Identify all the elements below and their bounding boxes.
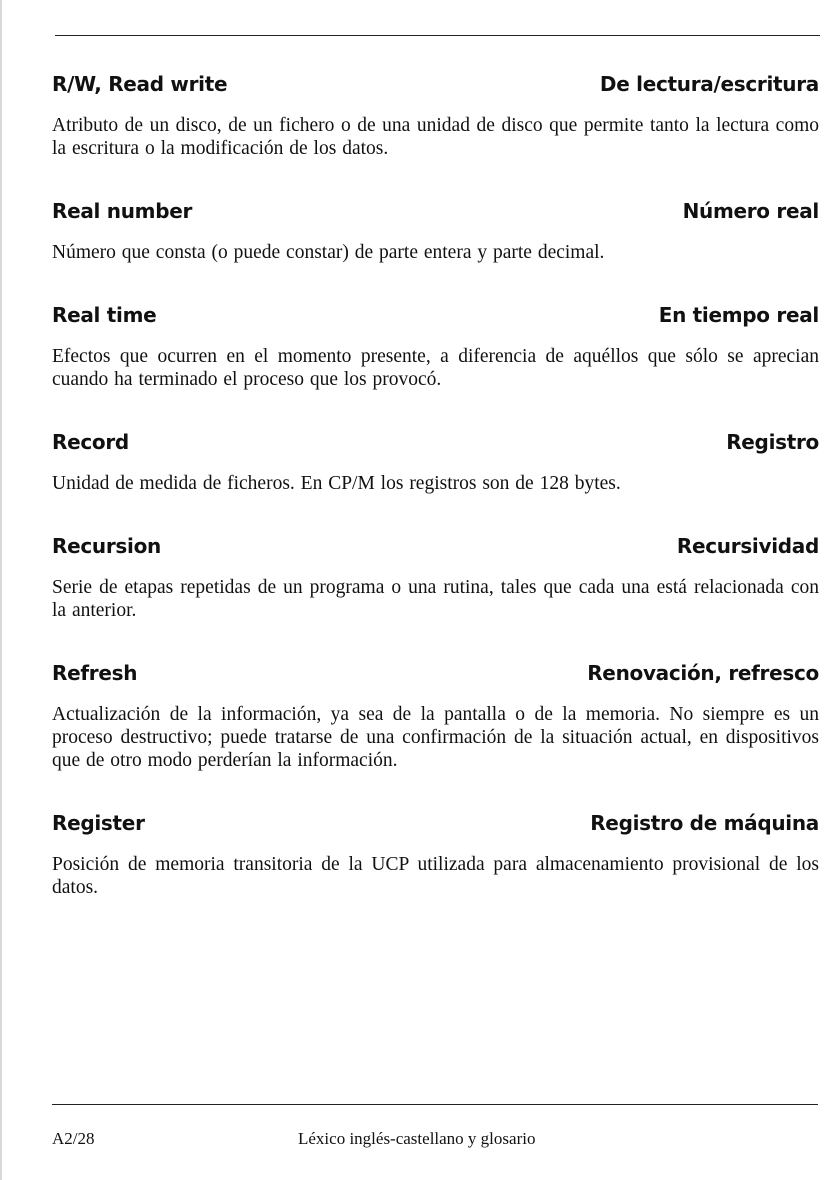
glossary-entry	[52, 659, 819, 772]
term-spanish: Recursividad	[676, 534, 819, 558]
entry-heading	[52, 659, 819, 687]
term-english: Refresh	[52, 661, 138, 685]
term-spanish: Registro de máquina	[590, 811, 819, 835]
entry-heading	[52, 301, 819, 329]
term-definition: Posición de memoria transitoria de la UCP utilizada para almacenamiento provisional de los datos.	[52, 854, 819, 898]
entry-heading	[52, 532, 819, 560]
term-definition: Actualización de la información, ya sea de la pantalla o de la memoria. No siempre es un proceso destructivo; puede tratarse de una confirmación de la situación actual, en dispositivos que de otro modo perderían la información.	[52, 704, 819, 771]
entry-heading	[52, 197, 819, 225]
glossary-entries	[52, 70, 819, 936]
term-english: Record	[52, 430, 129, 454]
page-number: A2/28	[52, 1129, 95, 1148]
bottom-rule	[52, 1104, 818, 1105]
term-spanish: Número real	[682, 199, 819, 223]
term-english: Real time	[52, 303, 157, 327]
term-spanish: En tiempo real	[658, 303, 819, 327]
term-definition: Serie de etapas repetidas de un programa o una rutina, tales que cada una está relacionada con la anterior.	[52, 577, 819, 621]
term-spanish: Registro	[726, 430, 819, 454]
term-definition: Número que consta (o puede constar) de parte entera y parte decimal.	[52, 242, 605, 263]
entry-heading	[52, 428, 819, 456]
glossary-entry	[52, 301, 819, 391]
term-spanish: De lectura/escritura	[599, 72, 819, 96]
glossary-entry	[52, 428, 819, 495]
term-spanish: Renovación, refresco	[587, 661, 819, 685]
term-english: Recursion	[52, 534, 161, 558]
glossary-entry	[52, 809, 819, 899]
glossary-entry	[52, 197, 819, 264]
entry-heading	[52, 809, 819, 837]
term-english: R/W, Read write	[52, 72, 228, 96]
term-english: Register	[52, 811, 145, 835]
top-rule	[55, 35, 820, 36]
term-english: Real number	[52, 199, 193, 223]
entry-heading	[52, 70, 819, 98]
term-definition: Atributo de un disco, de un fichero o de una unidad de disco que permite tanto la lectura como la escritura o la modificación de los datos.	[52, 115, 819, 159]
term-definition: Efectos que ocurren en el momento presente, a diferencia de aquéllos que sólo se aprecian cuando ha terminado el proceso que los provocó.	[52, 346, 819, 390]
glossary-entry	[52, 532, 819, 622]
glossary-entry	[52, 70, 819, 160]
footer-title: Léxico inglés-castellano y glosario	[298, 1129, 536, 1148]
term-definition: Unidad de medida de ficheros. En CP/M los registros son de 128 bytes.	[52, 473, 621, 494]
page-edge	[0, 0, 2, 1180]
